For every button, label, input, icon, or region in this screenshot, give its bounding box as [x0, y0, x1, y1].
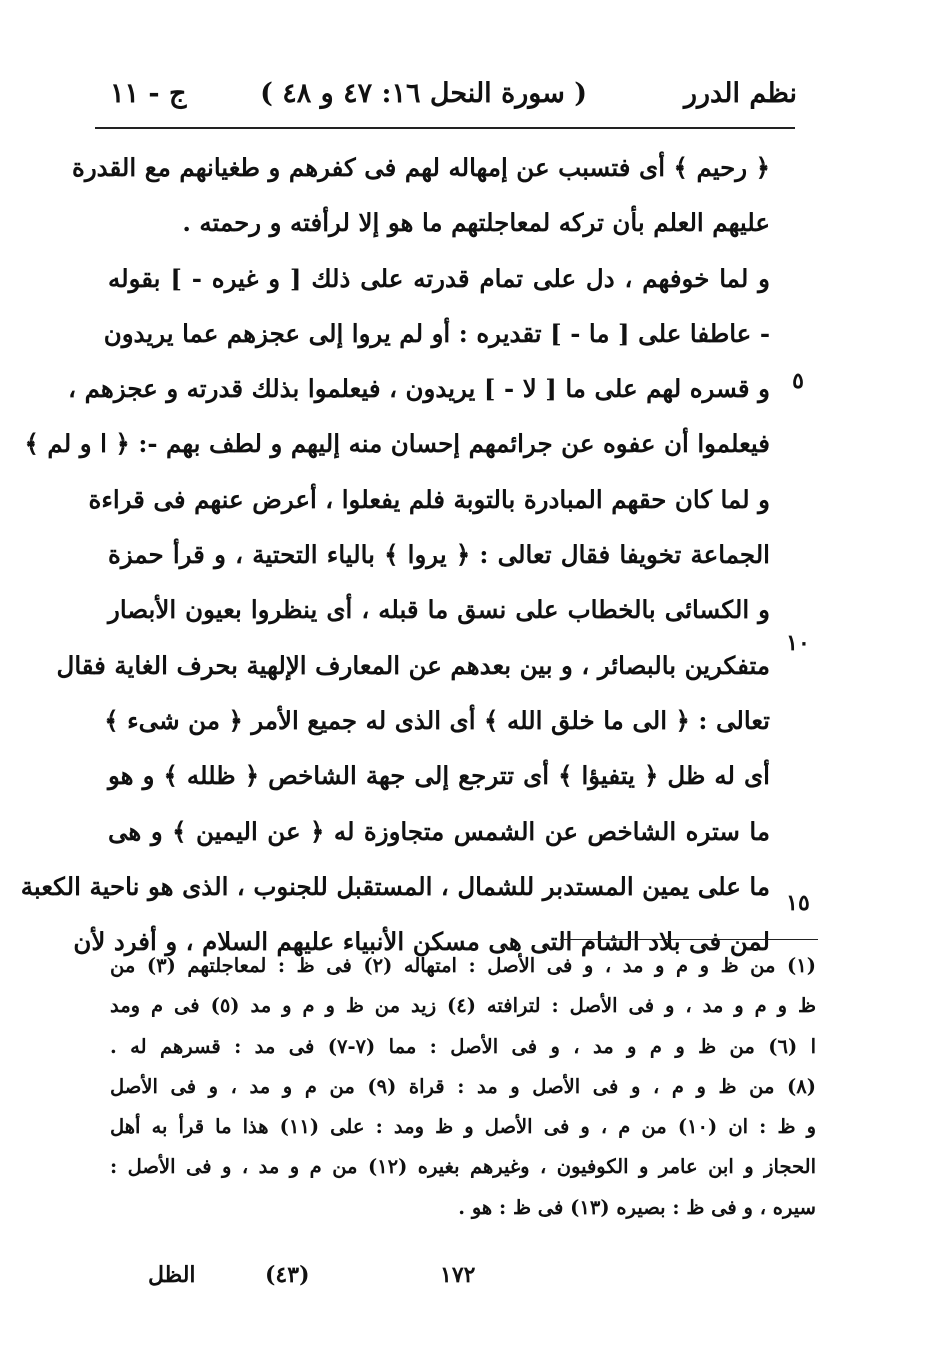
book-title: نظم الدرر	[683, 78, 797, 109]
text-line: لمن فى بلاد الشام التى هى مسكن الأنبياء عليهم السلام ، و أفرد لأن	[73, 927, 770, 957]
main-text	[20, 140, 770, 969]
text-line: و الكسائى بالخطاب على نسق ما قبله ، أى ينظروا بعيون الأبصار	[108, 595, 770, 625]
volume-label: ج - ١١	[110, 78, 187, 109]
header-rule	[95, 127, 795, 129]
footnote-line: سيره ، و فى ظ : بصيره (١٣) فى ظ : هو .	[458, 1195, 816, 1219]
surah-reference: ( سورة النحل ١٦: ٤٧ و ٤٨ )	[260, 78, 587, 109]
text-line: و لما كان حقهم المبادرة بالتوبة فلم يفعلوا ، أعرض عنهم فى قراءة	[88, 484, 770, 514]
text-line: عليهم العلم بأن تركه لمعاجلتهم ما هو إلا لرأفته و رحمته .	[182, 208, 770, 238]
text-line: أى له ظل ﴿ يتفيؤا ﴾ أى تترجع إلى جهة الشاخص ﴿ ظلله ﴾ و هو	[108, 761, 770, 791]
text-line: و قسره لهم على ما [ لا - ] يريدون ، فيعلموا بذلك قدرته و عجزهم ،	[68, 374, 770, 404]
page-number: ١٧٢	[440, 1262, 476, 1288]
footnote-rule	[560, 939, 818, 940]
footnote-line: الحجاز و ابن عامر و الكوفيون ، وغيرهم بغيره (١٢) من م و مد ، و فى الأصل :	[110, 1155, 816, 1179]
text-line: ما على يمين المستدبر للشمال ، المستقبل للجنوب ، الذى هو ناحية الكعبة	[20, 871, 770, 901]
text-line: - عاطفا على [ ما - ] تقديره : أو لم يروا إلى عجزهم عما يريدون	[103, 318, 770, 348]
text-line: فيعلموا أن عفوه عن جرائمهم إحسان منه إليهم و لطف بهم -: ﴿ ا و لم ﴾	[24, 429, 770, 459]
footer-signature: الظل	[148, 1262, 196, 1288]
text-line: ﴿ رحيم ﴾ أى فتسبب عن إمهاله لهم فى كفرهم و طغيانهم مع القدرة	[72, 153, 770, 182]
text-line: الجماعة تخويفا فقال تعالى : ﴿ يروا ﴾ بالياء التحتية ، و قرأ حمزة	[108, 540, 770, 570]
line-number: ١٥	[786, 890, 810, 916]
text-line: تعالى : ﴿ الى ما خلق الله ﴾ أى الذى له جميع الأمر ﴿ من شىء ﴾	[104, 705, 770, 735]
line-number: ٥	[792, 368, 804, 394]
footnote-line: (٨) من ظ و م ، و فى الأصل و مد : قراة (٩) من م و مد ، و فى الأصل	[110, 1074, 816, 1098]
text-line: ما ستره الشاخص عن الشمس متجاوزة له ﴿ عن اليمين ﴾ و هى	[108, 816, 770, 846]
text-line: و لما خوفهم ، دل على تمام قدرته على ذلك [ و غيره - ] بقوله	[108, 263, 770, 293]
footnote-line: ظ و م و مد ، و فى الأصل : لترافته (٤) زيد من ظ و م و مد (٥) فى م ومد	[110, 994, 816, 1018]
footnote-line: و ظ : ان (١٠) من م ، و فى الأصل و ظ ومد : على (١١) هذا ما قرأ به أهل	[110, 1115, 816, 1139]
footnote-line: (١) من ظ و م و مد ، و فى الأصل : امتهاله (٢) فى ظ : لمعاجلتهم (٣) من	[110, 954, 816, 977]
footer-quire: (٤٣)	[265, 1262, 310, 1288]
line-number: ١٠	[786, 630, 810, 656]
footnotes	[110, 946, 816, 1228]
running-header	[110, 78, 797, 118]
text-line: متفكرين بالبصائر ، و بين بعدهم عن المعارف الإلهية بحرف الغاية فقال	[56, 650, 770, 680]
footnote-line: ا (٦) من ظ و م و مد ، و فى الأصل : مما (٧-٧) فى مد : قسرهم له .	[110, 1034, 816, 1058]
